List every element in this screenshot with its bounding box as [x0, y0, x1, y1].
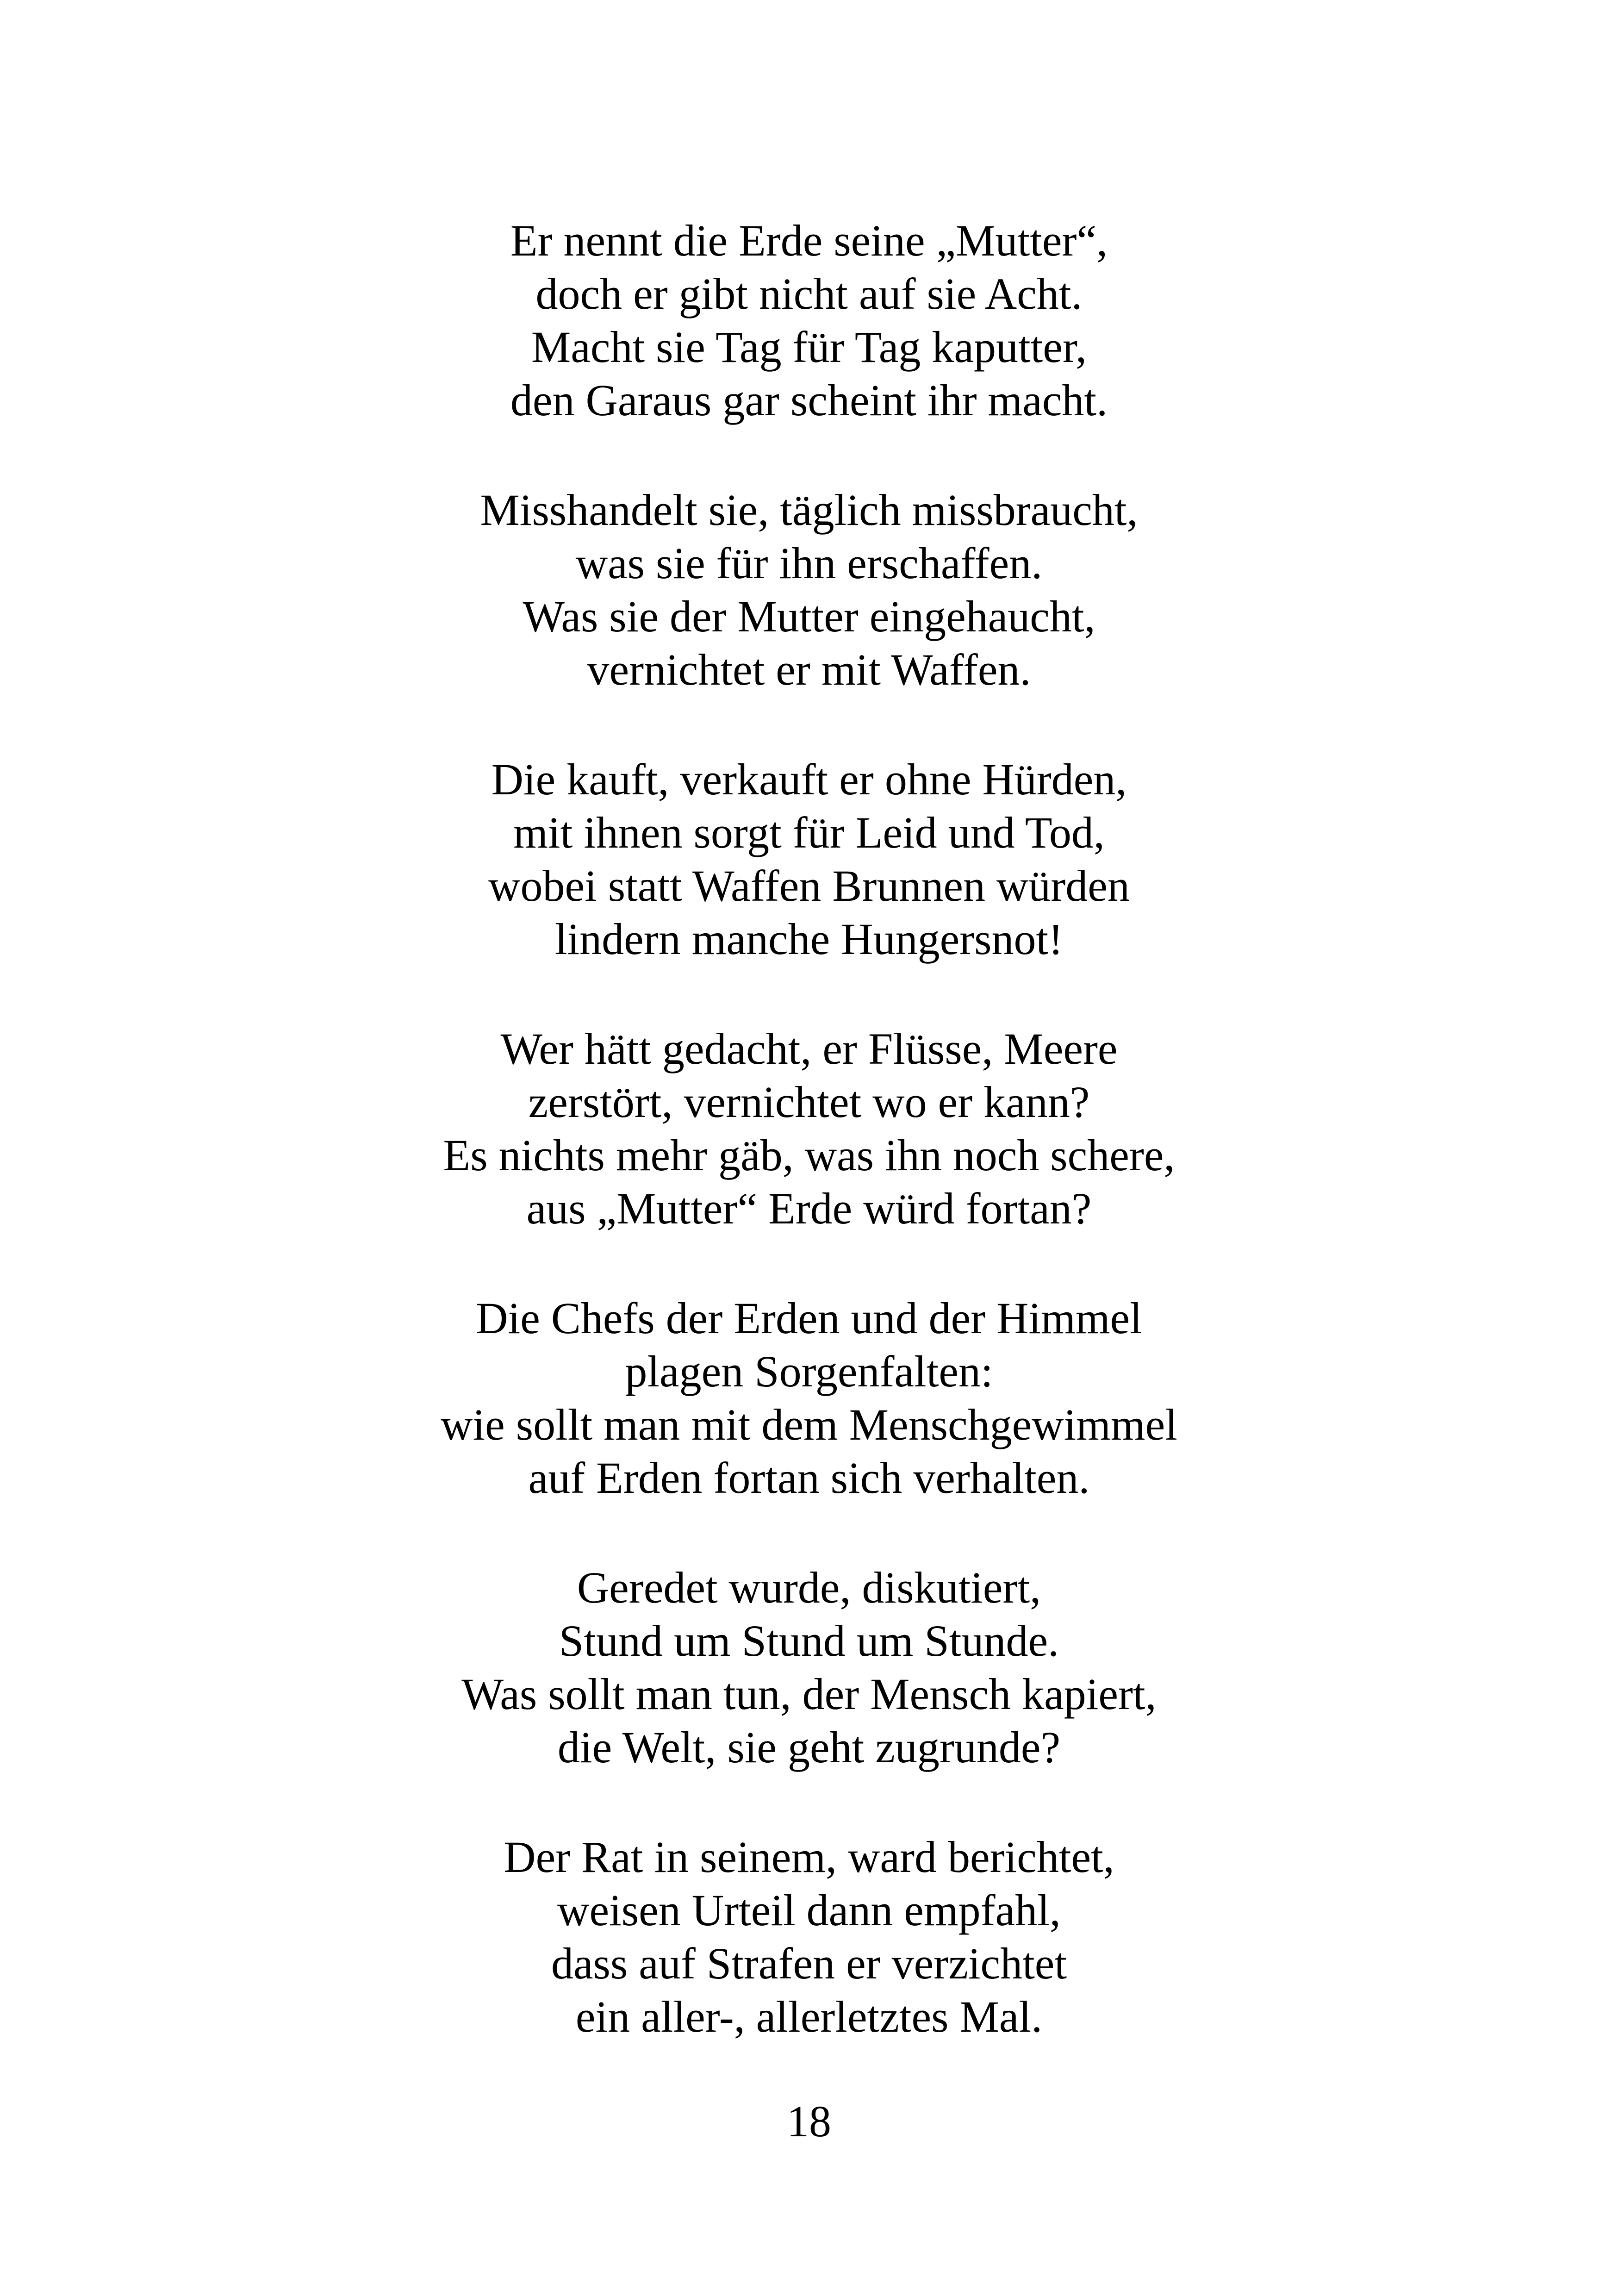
poem-line: Er nennt die Erde seine „Mutter“,	[510, 216, 1108, 265]
page-number: 18	[787, 2096, 831, 2146]
poem-line: ein aller-, allerletztes Mal.	[575, 1992, 1043, 2041]
poem-line: Was sie der Mutter eingehaucht,	[523, 592, 1095, 641]
stanza-7	[0, 1830, 1618, 2043]
poem-line: auf Erden fortan sich verhalten.	[528, 1453, 1090, 1503]
poem-line: Was sollt man tun, der Mensch kapiert,	[461, 1669, 1157, 1719]
poem-line: was sie für ihn erschaffen.	[575, 538, 1043, 588]
stanza-6	[0, 1561, 1618, 1774]
stanza-1	[0, 214, 1618, 427]
poem-line: Wer hätt gedacht, er Flüsse, Meere	[500, 1024, 1118, 1073]
poem-line: Die Chefs der Erden und der Himmel	[476, 1293, 1142, 1343]
poem-line: doch er gibt nicht auf sie Acht.	[535, 269, 1083, 318]
poem-line: den Garaus gar scheint ihr macht.	[510, 375, 1108, 425]
poem-line: Die kauft, verkauft er ohne Hürden,	[491, 755, 1127, 804]
stanza-4	[0, 1022, 1618, 1235]
poem-line: Der Rat in seinem, ward berichtet,	[504, 1832, 1114, 1882]
poem-line: dass auf Strafen er verzichtet	[551, 1939, 1067, 1988]
stanza-2	[0, 483, 1618, 696]
poem-line: Es nichts mehr gäb, was ihn noch schere,	[443, 1130, 1175, 1180]
poem-line: wie sollt man mit dem Menschgewimmel	[441, 1400, 1177, 1449]
poem-line: Stund um Stund um Stunde.	[559, 1616, 1059, 1666]
poem-line: aus „Mutter“ Erde würd fortan?	[526, 1184, 1092, 1233]
poem-line: wobei statt Waffen Brunnen würden	[488, 861, 1130, 911]
poem-line: Geredet wurde, diskutiert,	[577, 1563, 1041, 1612]
poem-line: plagen Sorgenfalten:	[625, 1347, 993, 1396]
poem-line: lindern manche Hungersnot!	[554, 914, 1064, 964]
stanza-5	[0, 1292, 1618, 1504]
poem-line: Macht sie Tag für Tag kaputter,	[531, 322, 1087, 372]
poem-line: Misshandelt sie, täglich missbraucht,	[480, 485, 1138, 535]
stanza-3	[0, 753, 1618, 966]
poem-line: vernichtet er mit Waffen.	[587, 645, 1031, 694]
poem-line: die Welt, sie geht zugrunde?	[557, 1722, 1061, 1772]
poem-line: zerstört, vernichtet wo er kann?	[528, 1077, 1090, 1127]
poem-line: weisen Urteil dann empfahl,	[557, 1885, 1061, 1935]
poem	[0, 214, 1618, 2100]
poem-line: mit ihnen sorgt für Leid und Tod,	[513, 808, 1105, 857]
